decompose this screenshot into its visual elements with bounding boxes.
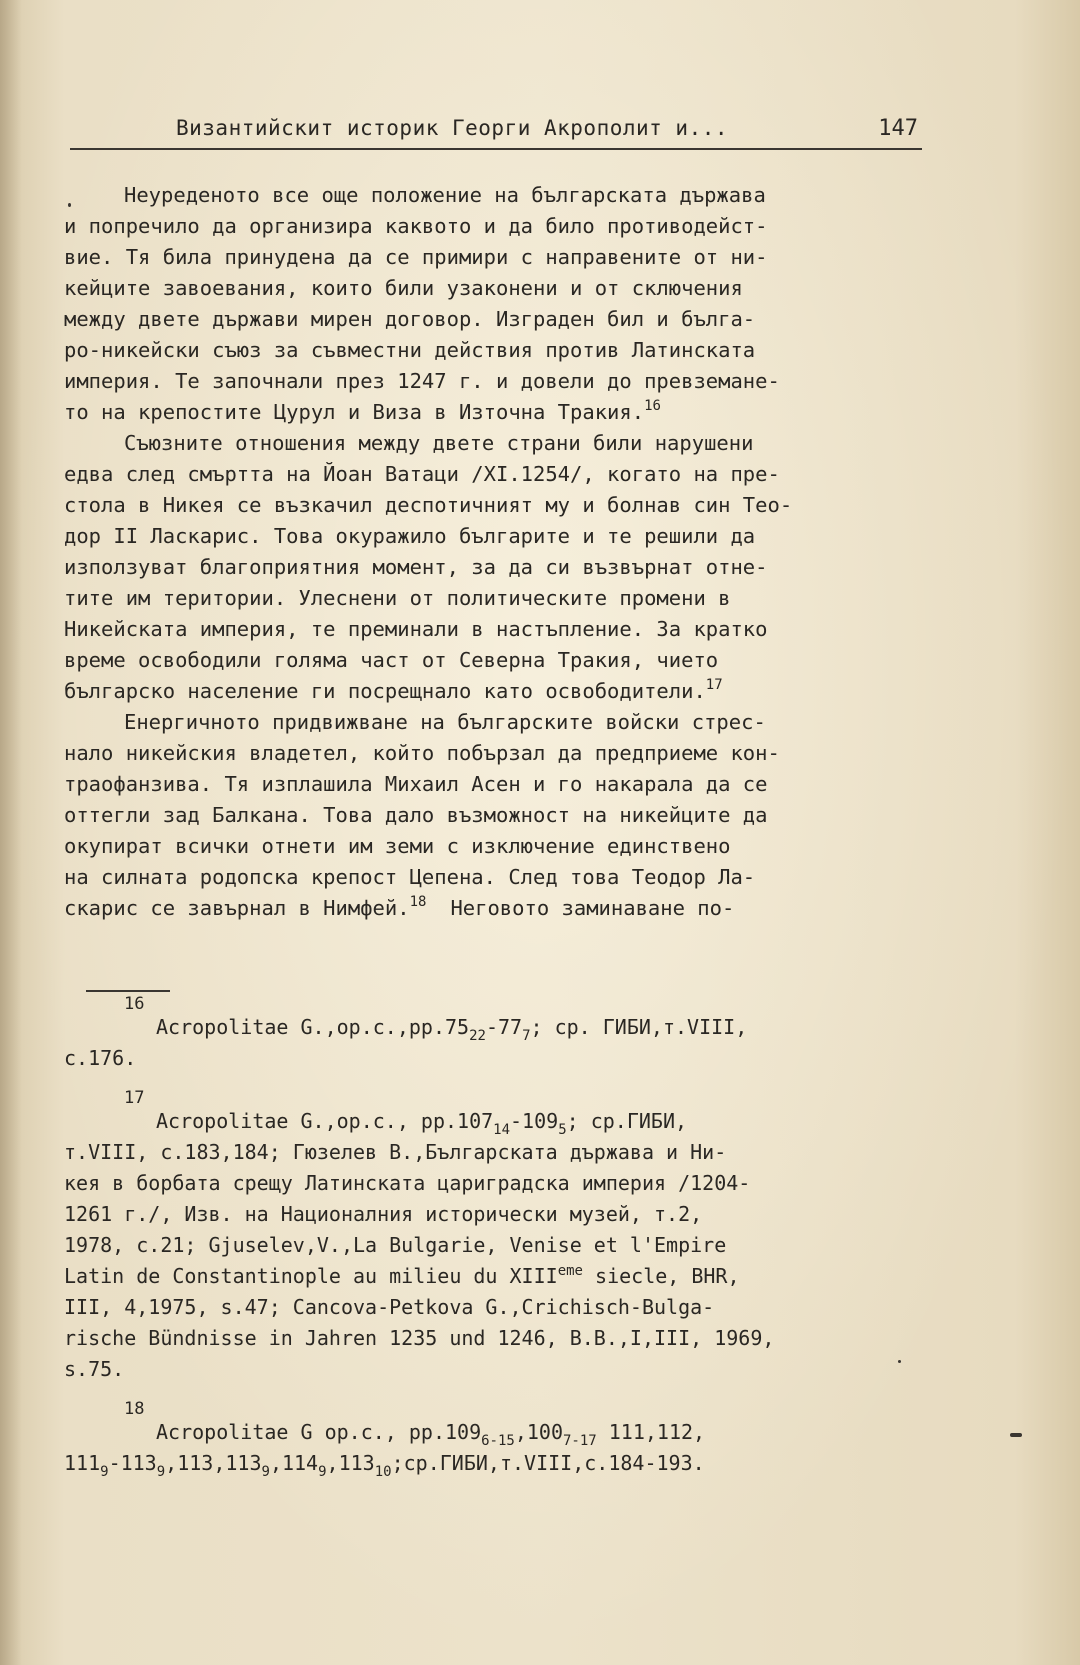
note-ref-17[interactable]: 17 [705, 677, 723, 693]
text-line: тите им територии. Улеснени от политическите промени в [64, 586, 731, 610]
text-line: между двете държави мирен договор. Изграден бил и бълга- [64, 307, 756, 331]
footnote-text: ,100 [514, 1420, 563, 1444]
subscript: 9 [318, 1464, 327, 1480]
line-text: скарис се завърнал в Нимфей. [64, 896, 410, 920]
text-line: Енергичното придвижване на българските войски стрес- [124, 710, 766, 734]
footnote-17 [64, 1090, 934, 1385]
text-line: Съюзните отношения между двете страни били нарушени [124, 431, 754, 455]
page-binding-shadow [0, 0, 22, 1665]
main-text [64, 180, 934, 924]
footnote-line: кея в борбата срещу Латинската цариградска империя /1204- [64, 1171, 751, 1195]
superscript: eme [557, 1263, 583, 1279]
footnote-text: -109 [510, 1109, 559, 1133]
running-title: Византийскит историк Георги Акрополит и... [176, 116, 729, 140]
running-header [70, 112, 922, 150]
footnote-text: ,113,113 [165, 1451, 262, 1475]
subscript: 9 [261, 1464, 270, 1480]
subscript: 7-17 [563, 1433, 597, 1449]
subscript: 10 [374, 1464, 392, 1480]
note-ref-16[interactable]: 16 [644, 398, 661, 414]
text-line-with-note [64, 676, 934, 707]
subscript: 9 [100, 1464, 109, 1480]
subscript: 6-15 [481, 1433, 515, 1449]
footnote-line [64, 1106, 934, 1137]
footnote-text: Acropolitae G.,op.c., pp.107 [156, 1109, 494, 1133]
text-line: Никейската империя, те преминали в настъпление. За кратко [64, 617, 768, 641]
text-line: окупират всички отнети им земи с изключение единствено [64, 834, 731, 858]
text-line: и попречило да организира каквото и да било противодейст- [64, 214, 768, 238]
footnote-text: Latin de Constantinople au milieu du XIII [64, 1264, 558, 1288]
footnote-number: 18 [124, 1399, 145, 1419]
text-line: империя. Те започнали през 1247 г. и довели до превземане- [64, 369, 780, 393]
footnote-line: s.75. [64, 1357, 125, 1381]
footnote-separator [86, 990, 170, 992]
footnote-line: т.VIII, с.183,184; Гюзелев В.,Българската държава и Ни- [64, 1140, 727, 1164]
subscript: 22 [469, 1028, 486, 1044]
footnote-text: 111,112, [596, 1420, 706, 1444]
footnote-text: -113 [108, 1451, 157, 1475]
paper-speck [898, 1360, 901, 1363]
paper-speck [68, 203, 71, 207]
text-line: стола в Никея се възкачил деспотичният му и болнав син Тео- [64, 493, 793, 517]
line-text: Неговото заминаване по- [450, 896, 735, 920]
footnote-line [64, 1417, 934, 1448]
line-text: то на крепостите Цурул и Виза в Източна Тракия. [64, 400, 645, 424]
text-line: едва след смъртта на Йоан Ватаци /XI.1254/, когато на пре- [64, 462, 780, 486]
text-line: оттегли зад Балкана. Това дало възможност на никейците да [64, 803, 768, 827]
footnotes [64, 996, 934, 1495]
note-ref-18[interactable]: 18 [409, 894, 427, 910]
footnote-text: ; ср. ГИБИ,т.VIII, [530, 1015, 748, 1039]
footnote-text: ,114 [269, 1451, 319, 1475]
footnote-line: III, 4,1975, s.47; Cancova-Petkova G.,Crichisch-Bulga- [64, 1295, 715, 1319]
footnote-16 [64, 996, 934, 1074]
footnote-text: Acropolitae G.,op.c.,pp.75 [156, 1015, 470, 1039]
subscript: 5 [558, 1122, 567, 1138]
text-line: на силната родопска крепост Цепена. След това Теодор Ла- [64, 865, 756, 889]
text-line: кейците завоевания, които били узаконени и от сключения [64, 276, 743, 300]
text-line-with-note [64, 397, 934, 428]
footnote-text: Acropolitae G op.c., pp.109 [156, 1420, 482, 1444]
footnote-18 [64, 1401, 934, 1479]
text-line: Неуреденото все още положение на българската държава [124, 183, 766, 207]
footnote-number: 16 [124, 994, 145, 1014]
footnote-text: 111 [64, 1451, 101, 1475]
subscript: 14 [493, 1122, 511, 1138]
subscript: 9 [156, 1464, 166, 1480]
text-line-with-note [64, 893, 934, 924]
footnote-text: siecle, BHR, [582, 1264, 740, 1288]
footnote-line: rische Bündnisse in Jahren 1235 und 1246, B.B.,I,III, 1969, [64, 1326, 775, 1350]
text-line: време освободили голяма част от Северна Тракия, чието [64, 648, 719, 672]
footnote-line: 1261 г./, Изв. на Националния исторически музей, т.2, [64, 1202, 703, 1226]
text-line: вие. Тя била принудена да се примири с направените от ни- [64, 245, 768, 269]
footnote-line [64, 1012, 934, 1043]
text-line: нало никейския владетел, който побързал да предприеме кон- [64, 741, 780, 765]
footnote-line [64, 1261, 934, 1292]
text-line: използуват благоприятния момент, за да си възвърнат отне- [64, 555, 768, 579]
footnote-line: 1978, с.21; Gjuselev,V.,La Bulgarie, Venise et l'Empire [64, 1233, 727, 1257]
footnote-text: ;ср.ГИБИ,т.VIII,с.184-193. [391, 1451, 705, 1475]
footnote-number: 17 [124, 1088, 145, 1108]
paper-speck [1010, 1433, 1022, 1437]
subscript: 7 [522, 1028, 531, 1044]
footnote-text: -77 [485, 1015, 523, 1039]
text-line: ро-никейски съюз за съвместни действия против Латинската [64, 338, 756, 362]
text-line: дор II Ласкарис. Това окуражило българите и те решили да [64, 524, 756, 548]
line-text: българско население ги посрещнало като освободители. [64, 679, 706, 703]
page-number: 147 [878, 116, 918, 141]
footnote-text: ; ср.ГИБИ, [566, 1109, 688, 1133]
text-line: траофанзива. Тя изплашила Михаил Асен и го накарала да се [64, 772, 768, 796]
footnote-text: ,113 [326, 1451, 375, 1475]
footnote-line: с.176. [64, 1046, 137, 1070]
footnote-line [64, 1448, 934, 1479]
